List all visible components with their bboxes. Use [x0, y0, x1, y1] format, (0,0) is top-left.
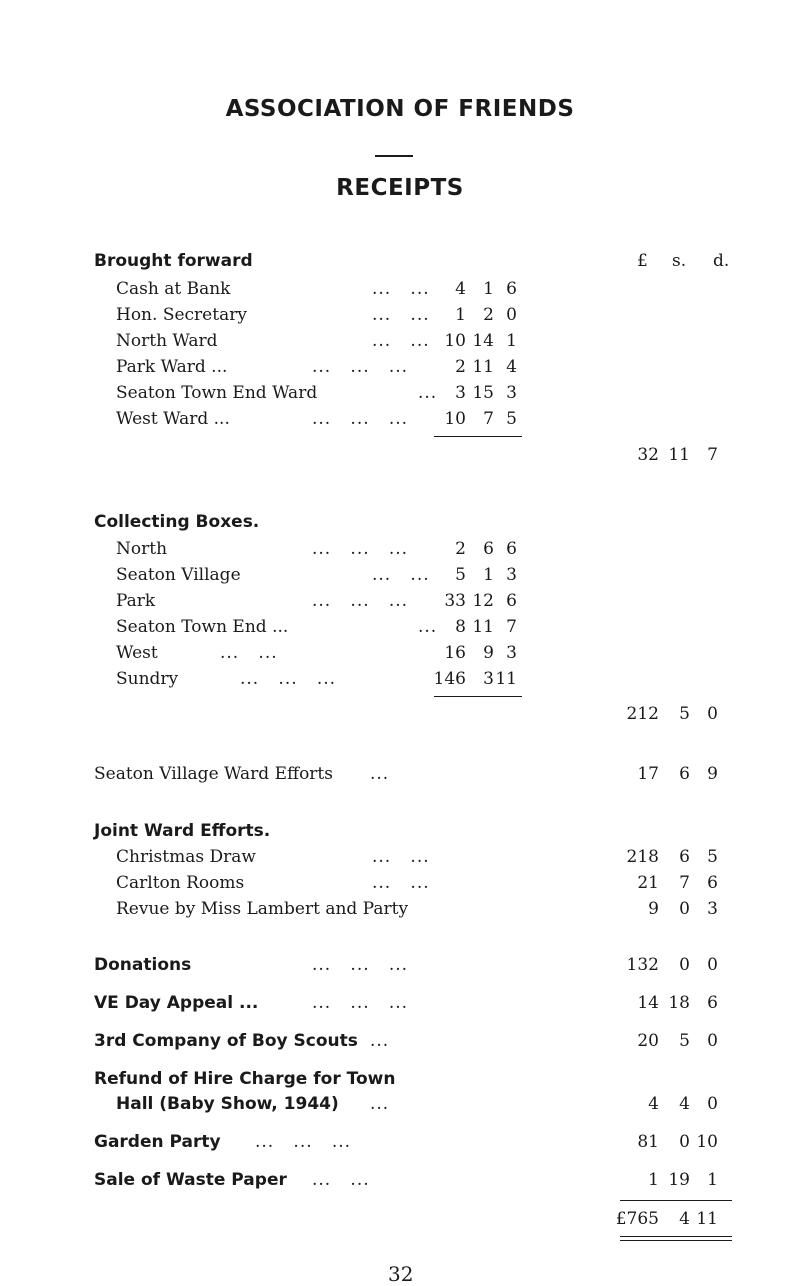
leader-dots: ... ... ...: [312, 955, 409, 975]
line-item-label: West: [116, 643, 158, 663]
line-item-label: Sundry: [116, 669, 179, 689]
amount-pounds: 132: [626, 955, 659, 975]
amount-pounds: 10: [444, 331, 466, 351]
amount-pounds: 218: [626, 847, 659, 867]
shillings-header: s.: [672, 251, 687, 271]
section-heading-brought-forward: Brought forward: [94, 251, 253, 271]
amount-pounds: 2: [455, 357, 466, 377]
amount-pounds: 1: [648, 1170, 659, 1190]
amount-pence: 0: [707, 1031, 718, 1051]
receipt-label: Refund of Hire Charge for Town: [94, 1069, 396, 1089]
receipt-label: Donations: [94, 955, 192, 975]
amount-shillings: 6: [483, 539, 494, 559]
amount-pence: 1: [707, 1170, 718, 1190]
leader-dots: ... ...: [312, 1170, 370, 1190]
amount-pence: 11: [495, 669, 517, 689]
leader-dots: ... ... ...: [312, 539, 409, 559]
grand-total-pence: 11: [696, 1209, 718, 1229]
line-item-label: Seaton Village: [116, 565, 241, 585]
leader-dots: ...: [418, 617, 438, 637]
amount-pounds: 17: [637, 764, 659, 784]
amount-shillings: 18: [668, 993, 690, 1013]
receipt-label-continued: Hall (Baby Show, 1944): [116, 1094, 339, 1114]
page-title: ASSOCIATION OF FRIENDS: [225, 96, 575, 122]
receipt-label: Sale of Waste Paper: [94, 1170, 287, 1190]
leader-dots: ... ...: [220, 643, 278, 663]
amount-pence: 9: [707, 764, 718, 784]
amount-pence: 0: [707, 955, 718, 975]
amount-shillings: 6: [679, 847, 690, 867]
amount-pence: 3: [506, 643, 517, 663]
amount-pence: 6: [506, 279, 517, 299]
line-item-label: Cash at Bank: [116, 279, 231, 299]
line-item-label: North: [116, 539, 168, 559]
amount-pounds: 9: [648, 899, 659, 919]
amount-pence: 7: [506, 617, 517, 637]
leader-dots: ... ... ...: [312, 357, 409, 377]
subtotal-pence: 7: [707, 445, 718, 465]
amount-shillings: 4: [679, 1094, 690, 1114]
amount-pounds: 10: [444, 409, 466, 429]
leader-dots: ... ... ...: [312, 993, 409, 1013]
amount-pence: 6: [707, 993, 718, 1013]
section-heading-joint-ward: Joint Ward Efforts.: [94, 821, 271, 841]
amount-shillings: 6: [679, 764, 690, 784]
line-item-label: Seaton Town End Ward: [116, 383, 318, 403]
line-item-label: North Ward: [116, 331, 218, 351]
leader-dots: ... ... ...: [312, 591, 409, 611]
amount-pence: 1: [506, 331, 517, 351]
amount-pence: 3: [506, 383, 517, 403]
amount-pence: 6: [506, 591, 517, 611]
line-item-label: Carlton Rooms: [116, 873, 245, 893]
page-number: 32: [388, 1262, 414, 1286]
leader-dots: ... ...: [372, 331, 430, 351]
amount-pounds: 16: [444, 643, 466, 663]
line-item-label: Seaton Village Ward Efforts: [94, 764, 333, 784]
amount-shillings: 11: [472, 357, 494, 377]
amount-pounds: 5: [455, 565, 466, 585]
line-item-label: Revue by Miss Lambert and Party: [116, 899, 409, 919]
line-item-label: Park Ward ...: [116, 357, 228, 377]
leader-dots: ... ... ...: [255, 1132, 352, 1152]
amount-pounds: 3: [455, 383, 466, 403]
leader-dots: ... ...: [372, 873, 430, 893]
amount-pounds: 81: [637, 1132, 659, 1152]
receipt-label: VE Day Appeal ...: [94, 993, 259, 1013]
amount-pence: 0: [506, 305, 517, 325]
line-item-label: Seaton Town End ...: [116, 617, 289, 637]
leader-dots: ... ... ...: [312, 409, 409, 429]
section-heading-collecting-boxes: Collecting Boxes.: [94, 512, 260, 532]
amount-shillings: 2: [483, 305, 494, 325]
amount-shillings: 7: [679, 873, 690, 893]
amount-pence: 4: [506, 357, 517, 377]
amount-shillings: 0: [679, 1132, 690, 1152]
leader-dots: ... ...: [372, 565, 430, 585]
amount-shillings: 3: [483, 669, 494, 689]
subtotal-rule: [434, 696, 522, 697]
subtotal-rule: [434, 436, 522, 437]
subtotal-shillings: 5: [679, 704, 690, 724]
subtotal-pounds: 32: [637, 445, 659, 465]
leader-dots: ...: [370, 1031, 390, 1051]
amount-pence: 5: [506, 409, 517, 429]
receipt-label: 3rd Company of Boy Scouts: [94, 1031, 358, 1051]
amount-pounds: 33: [444, 591, 466, 611]
line-item-label: West Ward ...: [116, 409, 230, 429]
amount-shillings: 19: [668, 1170, 690, 1190]
leader-dots: ...: [370, 764, 390, 784]
leader-dots: ... ...: [372, 305, 430, 325]
amount-pounds: 4: [455, 279, 466, 299]
amount-pounds: 4: [648, 1094, 659, 1114]
amount-pence: 6: [707, 873, 718, 893]
amount-shillings: 7: [483, 409, 494, 429]
amount-shillings: 12: [472, 591, 494, 611]
amount-shillings: 5: [679, 1031, 690, 1051]
amount-shillings: 1: [483, 565, 494, 585]
amount-pounds: 14: [637, 993, 659, 1013]
subtotal-shillings: 11: [668, 445, 690, 465]
receipt-label: Garden Party: [94, 1132, 221, 1152]
amount-pounds: 8: [455, 617, 466, 637]
amount-pence: 10: [696, 1132, 718, 1152]
title-divider: [375, 155, 413, 157]
pounds-header: £: [637, 251, 648, 271]
amount-pence: 3: [506, 565, 517, 585]
amount-pounds: 1: [455, 305, 466, 325]
line-item-label: Hon. Secretary: [116, 305, 247, 325]
amount-shillings: 1: [483, 279, 494, 299]
leader-dots: ... ... ...: [240, 669, 337, 689]
amount-shillings: 0: [679, 899, 690, 919]
line-item-label: Christmas Draw: [116, 847, 256, 867]
amount-shillings: 14: [472, 331, 494, 351]
grand-total-pounds: £765: [615, 1209, 659, 1229]
grand-total-double-rule-2: [620, 1240, 732, 1241]
grand-total-double-rule-1: [620, 1236, 732, 1237]
subtotal-pounds: 212: [626, 704, 659, 724]
grand-total-shillings: 4: [679, 1209, 690, 1229]
amount-pence: 5: [707, 847, 718, 867]
amount-shillings: 15: [472, 383, 494, 403]
amount-shillings: 9: [483, 643, 494, 663]
amount-shillings: 0: [679, 955, 690, 975]
amount-pounds: 20: [637, 1031, 659, 1051]
leader-dots: ...: [370, 1094, 390, 1114]
leader-dots: ...: [418, 383, 438, 403]
subtotal-pence: 0: [707, 704, 718, 724]
leader-dots: ... ...: [372, 279, 430, 299]
amount-pence: 0: [707, 1094, 718, 1114]
amount-pence: 3: [707, 899, 718, 919]
amount-shillings: 11: [472, 617, 494, 637]
amount-pounds: 21: [637, 873, 659, 893]
amount-pounds: 2: [455, 539, 466, 559]
amount-pence: 6: [506, 539, 517, 559]
grand-total-top-rule: [620, 1200, 732, 1201]
line-item-label: Park: [116, 591, 156, 611]
pence-header: d.: [713, 251, 730, 271]
leader-dots: ... ...: [372, 847, 430, 867]
page-subtitle: RECEIPTS: [336, 175, 464, 201]
amount-pounds: 146: [433, 669, 466, 689]
